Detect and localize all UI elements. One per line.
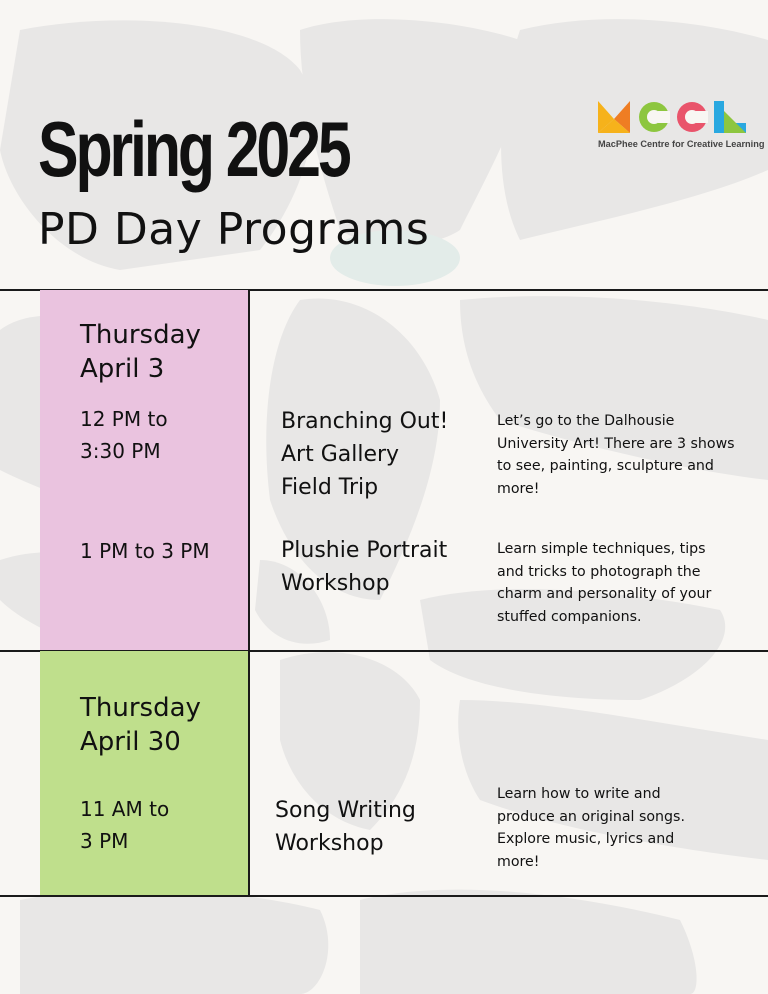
event-time: 1 PM to 3 PM <box>80 539 210 563</box>
event-description: Learn simple techniques, tips and tricks to photograph the charm and personality of your stuffed companions. <box>497 541 712 625</box>
mccl-logo-mark-icon <box>596 99 756 135</box>
event-time: 12 PM to 3:30 PM <box>80 407 168 463</box>
event-program-name: Plushie Portrait Workshop <box>281 538 448 596</box>
logo-organization-name: MacPhee Centre for Creative Learning <box>598 139 765 149</box>
event-program-name: Branching Out! Art Gallery Field Trip <box>281 409 449 500</box>
table-column-divider <box>248 290 250 896</box>
event-description: Let’s go to the Dalhousie University Art! There are 3 shows to see, painting, sculpture and more! <box>497 413 735 497</box>
page-subtitle: PD Day Programs <box>38 204 430 255</box>
day-weekday: Thursday <box>80 693 201 723</box>
page-title: Spring 2025 <box>38 105 349 193</box>
event-time: 11 AM to 3 PM <box>80 797 170 853</box>
day-weekday: Thursday <box>80 320 201 350</box>
event-description: Learn how to write and produce an original songs. Explore music, lyrics and more! <box>497 786 685 870</box>
day-date: April 3 <box>80 354 165 384</box>
day-column-april-30 <box>40 651 248 895</box>
mccl-logo <box>596 99 765 155</box>
day-heading <box>80 318 201 386</box>
event-program-name: Song Writing Workshop <box>275 798 416 856</box>
day-heading <box>80 691 201 759</box>
table-bottom-divider <box>0 895 768 897</box>
day-date: April 30 <box>80 727 181 757</box>
